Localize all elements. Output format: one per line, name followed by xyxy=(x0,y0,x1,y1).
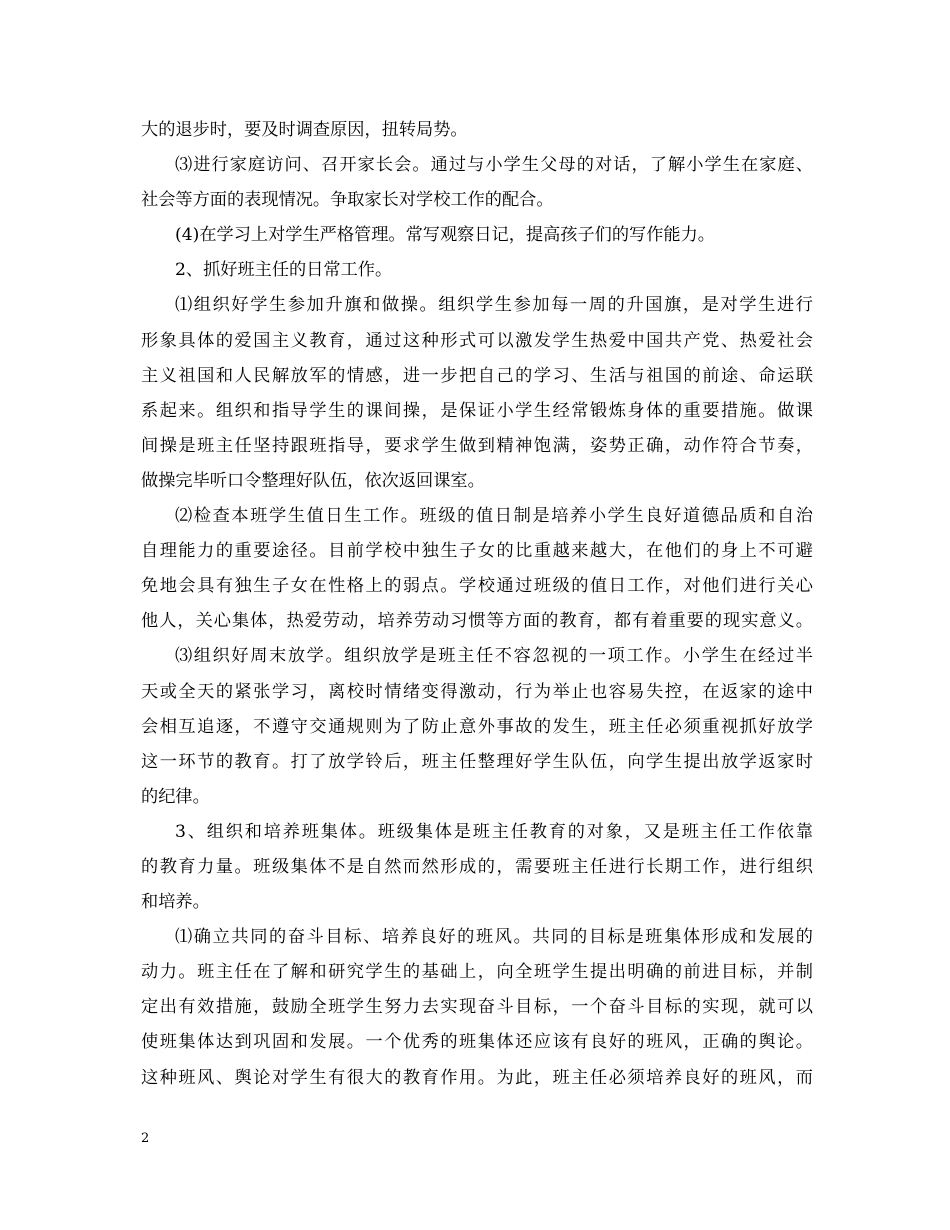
text-line: (4)在学习上对学生严格管理。常写观察日记，提高孩子们的写作能力。 xyxy=(175,225,715,246)
text-line: 会相互追逐，不遵守交通规则为了防止意外事故的发生，班主任必须重视抓好放学 xyxy=(141,716,813,737)
text-line: 的纪律。 xyxy=(141,786,210,807)
text-line: 动力。班主任在了解和研究学生的基础上，向全班学生提出明确的前进目标，并制 xyxy=(141,962,813,983)
text-line: ⑴确立共同的奋斗目标、培养良好的班风。共同的目标是班集体形成和发展的 xyxy=(175,927,813,948)
text-line: 的教育力量。班级集体不是自然而然形成的，需要班主任进行长期工作，进行组织 xyxy=(141,856,813,877)
text-line: 社会等方面的表现情况。争取家长对学校工作的配合。 xyxy=(141,190,554,211)
text-line: 这一环节的教育。打了放学铃后，班主任整理好学生队伍，向学生提出放学返家时 xyxy=(141,751,813,772)
text-line: 天或全天的紧张学习，离校时情绪变得激动，行为举止也容易失控，在返家的途中 xyxy=(141,681,813,702)
text-line: 做操完毕听口令整理好队伍，依次返回课室。 xyxy=(141,470,485,491)
text-line: 主义祖国和人民解放军的情感，进一步把自己的学习、生活与祖国的前途、命运联 xyxy=(141,365,813,386)
text-line: ⑶进行家庭访问、召开家长会。通过与小学生父母的对话，了解小学生在家庭、 xyxy=(175,155,813,176)
page-number: 2 xyxy=(141,1131,150,1146)
document-body xyxy=(141,113,813,1096)
text-line: ⑶组织好周末放学。组织放学是班主任不容忽视的一项工作。小学生在经过半 xyxy=(175,646,813,667)
text-line: 3、组织和培养班集体。班级集体是班主任教育的对象，又是班主任工作依靠 xyxy=(175,821,813,842)
text-line: ⑵检查本班学生值日生工作。班级的值日制是培养小学生良好道德品质和自治 xyxy=(175,506,813,527)
text-line: 免地会具有独生子女在性格上的弱点。学校通过班级的值日工作，对他们进行关心 xyxy=(141,576,813,597)
text-line: 自理能力的重要途径。目前学校中独生子女的比重越来越大，在他们的身上不可避 xyxy=(141,541,813,562)
text-line: 间操是班主任坚持跟班指导，要求学生做到精神饱满，姿势正确，动作符合节奏， xyxy=(141,435,813,456)
text-line: 系起来。组织和指导学生的课间操，是保证小学生经常锻炼身体的重要措施。做课 xyxy=(141,400,813,421)
text-line: 和培养。 xyxy=(141,892,210,913)
text-line: 这种班风、舆论对学生有很大的教育作用。为此，班主任必须培养良好的班风，而 xyxy=(141,1067,813,1088)
text-line: 大的退步时，要及时调查原因，扭转局势。 xyxy=(141,120,468,140)
text-line: ⑴组织好学生参加升旗和做操。组织学生参加每一周的升国旗，是对学生进行 xyxy=(175,295,813,316)
text-line: 形象具体的爱国主义教育，通过这种形式可以激发学生热爱中国共产党、热爱社会 xyxy=(141,330,813,351)
text-line: 他人，关心集体，热爱劳动，培养劳动习惯等方面的教育，都有着重要的现实意义。 xyxy=(141,611,813,632)
text-line: 定出有效措施，鼓励全班学生努力去实现奋斗目标，一个奋斗目标的实现，就可以 xyxy=(141,997,813,1018)
text-line: 2、抓好班主任的日常工作。 xyxy=(175,260,393,281)
text-line: 使班集体达到巩固和发展。一个优秀的班集体还应该有良好的班风，正确的舆论。 xyxy=(141,1032,813,1053)
